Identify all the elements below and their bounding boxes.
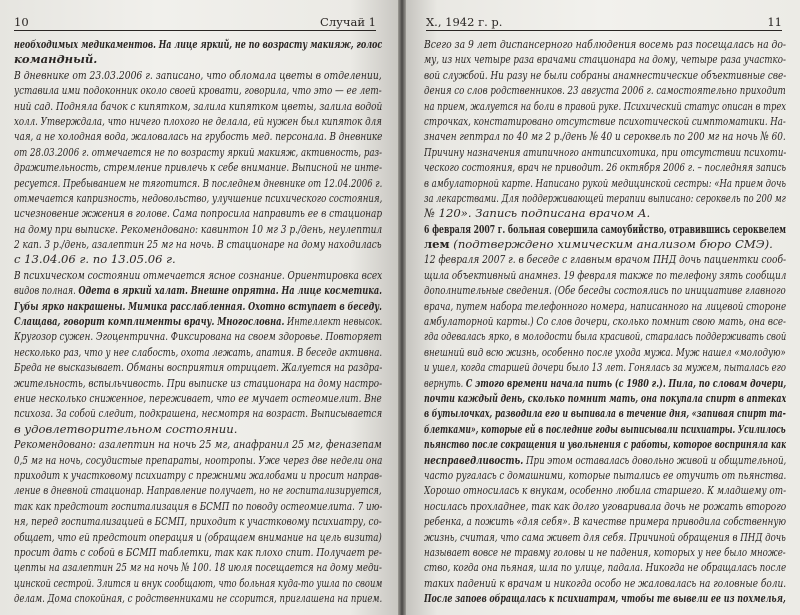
- text-line: [424, 114, 786, 129]
- text-line: [424, 391, 786, 406]
- text-line: [424, 83, 786, 98]
- text-line: [14, 483, 382, 498]
- text-run: несправедливость.: [424, 452, 524, 467]
- text-line: [424, 406, 786, 421]
- text-run: цепты на азалептин 25 мг на ночь № 100. 18 июля посещается на дому меди-: [14, 560, 382, 575]
- text-line: [424, 191, 786, 206]
- text-run: чая, а не холодная вода, жаловалась на грубость мед. персонала. В дневнике: [14, 129, 382, 144]
- text-line: [14, 329, 382, 344]
- text-line: [14, 376, 382, 391]
- text-line: [424, 376, 786, 391]
- text-run: В дневнике от 23.03.2006 г. записано, что обломала цветы в отделении,: [14, 67, 382, 82]
- text-line: [14, 499, 382, 514]
- text-run: амбулаторной карты.) Со слов дочери, сколько помнит свою мать, она все-: [424, 314, 786, 329]
- text-run: Одета в яркий халат. Внешне опрятна. На лице косметика.: [78, 283, 382, 298]
- text-line: [424, 52, 786, 67]
- text-run: командный.: [14, 52, 98, 67]
- text-run: отмечается капризность, недовольство, улучшение психического состояния,: [14, 190, 382, 205]
- text-line: [14, 160, 382, 175]
- text-line: [424, 37, 786, 52]
- text-line: [14, 237, 382, 252]
- text-line: [14, 391, 382, 406]
- text-run: Причину назначения атипичного антипсихотика, при отсутствии психоти-: [424, 144, 786, 159]
- text-run: психоза. За собой следит, подкрашена, несмотря на возраст. Выписывается: [14, 406, 382, 421]
- text-line: [14, 591, 382, 606]
- left-page-number: 10: [14, 15, 29, 29]
- text-run: 2 кап. 3 р./день, азалептин 25 мг на ночь. В стационаре на дому находилась: [14, 237, 382, 252]
- text-line: [14, 145, 382, 160]
- right-header: [426, 14, 782, 30]
- text-run: на дому при выписке. Рекомендовано: кавинтон 10 мг 3 р./день, неулептил: [14, 221, 382, 236]
- text-run: № 120». Запись подписана врачом А.: [424, 206, 651, 221]
- text-run: Кругозор сужен. Эгоцентрична. Фиксирована на своем здоровье. Повторяет: [14, 329, 382, 344]
- text-line: [424, 283, 786, 298]
- text-line: [424, 422, 786, 437]
- text-line: [424, 453, 786, 468]
- text-run: дражительность, стремление привлечь к себе внимание. Выписной не инте-: [14, 160, 382, 175]
- text-run: му, из них четыре раза врачами стационара на дому, четыре раза участко-: [424, 52, 786, 67]
- text-run: ний сад. Подняла бачок с кипятком, залила кипятком цветы, залила водой: [14, 98, 382, 113]
- text-line: [14, 453, 382, 468]
- text-line: [424, 437, 786, 452]
- text-run: ресуется. Пребыванием не тяготится. В последнем дневнике от 12.04.2006 г.: [14, 175, 382, 190]
- text-run: гда одевалась ярко, в молодости была красивой, старалась поддерживать свой: [424, 329, 786, 344]
- text-line: [14, 514, 382, 529]
- text-line: [14, 314, 382, 329]
- text-line: [14, 222, 382, 237]
- book-gutter: [398, 0, 406, 615]
- text-run: Рекомендовано: азалептин на ночь 25 мг, анафранил 25 мг, феназепам: [14, 437, 382, 452]
- text-line: [14, 560, 382, 575]
- text-line: [424, 545, 786, 560]
- text-run: за лекарствами. Для поддерживающей терапии выписано: сероквель по 200 мг: [424, 190, 786, 205]
- text-line: [14, 37, 382, 52]
- text-line: [14, 268, 382, 283]
- text-run: Хорошо относилась к внукам, особенно любила старшего. К младшему от-: [424, 483, 786, 498]
- text-run: вернуть.: [424, 375, 466, 390]
- text-line: [14, 83, 382, 98]
- text-line: [424, 530, 786, 545]
- text-run: исчезновение жжения в голове. Сама попросила направить ее в стационар: [14, 206, 382, 221]
- text-run: уставила ими подоконник около своей кровати, говорила, что это — ее лет-: [14, 83, 382, 98]
- text-run: цинской сестрой. Злится и внук сообщают, что больная куда-то ушла по своим: [14, 575, 382, 590]
- text-line: [424, 68, 786, 83]
- text-line: [424, 222, 786, 237]
- text-line: [14, 252, 382, 267]
- text-line: [424, 176, 786, 191]
- text-run: щила объективный анамнез. 19 февраля также по телефону зять сообщил: [424, 267, 786, 282]
- text-run: дополнительные сведения. (Обе беседы состоялись по инициативе главного: [424, 283, 786, 298]
- text-line: [424, 252, 786, 267]
- text-run: видов полная.: [14, 283, 79, 298]
- text-run: в бутылочках, разводила его и выпивала в течение дня, «запивая спирт та-: [424, 406, 786, 421]
- text-run: В психическом состоянии отмечается ясное сознание. Ориентировка всех: [14, 267, 382, 282]
- text-line: [424, 514, 786, 529]
- text-run: врача, путем набора телефонного номера, написанного на лицевой стороне: [424, 298, 786, 313]
- text-run: Всего за 9 лет диспансерного наблюдения восемь раз посещалась на до-: [424, 37, 786, 51]
- text-run: 0,5 мг на ночь, сосудистые препараты, ноотропы. Уже через две недели она: [14, 452, 382, 467]
- text-run: ческого состояния, врач не приводит. 26 октября 2006 г. – последняя запись: [424, 160, 786, 175]
- right-body-text: [424, 37, 786, 606]
- text-line: [424, 99, 786, 114]
- text-line: [14, 191, 382, 206]
- text-run: Слащава, говорит комплименты врачу. Многословна.: [14, 314, 285, 329]
- text-run: почти каждый день, сколько помнит мать, она покупала спирт в аптеках: [424, 390, 786, 405]
- text-run: и ушел, когда старшей дочери было 13 лет. Гонялась за мужем, пыталась его: [424, 360, 786, 375]
- text-run: строчках, констатировано отсутствие психотической симптоматики. На-: [424, 113, 786, 128]
- text-run: лем: [424, 237, 450, 252]
- text-run: на прием, жалуется на боли в правой руке. Психический статус описан в трех: [424, 98, 786, 113]
- text-line: [14, 206, 382, 221]
- left-running-head: Случай 1: [320, 15, 376, 29]
- text-run: пьянство после сокращения и увольнения с работы, которое восприняла как: [424, 437, 786, 452]
- text-line: [14, 345, 382, 360]
- text-line: [14, 68, 382, 83]
- text-line: [424, 483, 786, 498]
- text-run: ение несколько сниженное, переживает, что ее мучает остеомиелит. Вне: [14, 390, 382, 405]
- text-line: [424, 145, 786, 160]
- text-line: [424, 591, 786, 606]
- text-run: С этого времени начала пить (с 1980 г.). Пила, по словам дочери,: [465, 375, 786, 390]
- text-line: [424, 576, 786, 591]
- text-run: ребенка, а пожить «для себя». В качестве примера приводила собственную: [424, 514, 786, 529]
- left-body-text: [14, 37, 382, 606]
- text-run: делам. Дома спокойная, с родственниками не ссорится, приглашена на прием.: [14, 591, 382, 606]
- text-run: носилась прохладнее, так как долго уговаривала дочь не рожать второго: [424, 498, 786, 513]
- text-line: [14, 576, 382, 591]
- text-run: внешний вид всю жизнь, особенно после ухода мужа. Муж нашел «молодую»: [424, 344, 786, 359]
- text-run: часто ругалась с домашними, которые пытались ее отучить от пьянства.: [424, 467, 786, 482]
- text-line: [14, 360, 382, 375]
- right-page-number: 11: [767, 15, 782, 29]
- text-line: [424, 329, 786, 344]
- text-line: [14, 299, 382, 314]
- text-run: называет вовсе не травму головы и не падения, которых у нее было множе-: [424, 544, 786, 559]
- right-page: [406, 0, 800, 615]
- text-run: общает, что ей предстоит операция и (обращаем внимание на цель визита): [14, 529, 382, 544]
- text-run: ня, перед госпитализацией в БСМП, приходит к участковому психиатру, со-: [14, 514, 382, 529]
- text-run: вой службой. Ни разу не были собраны анамнестические объективные све-: [424, 67, 786, 82]
- text-line: [14, 52, 382, 67]
- text-run: После запоев обращалась к психиатрам, чтобы те вывели ее из похмелья,: [424, 591, 786, 606]
- left-header: [14, 14, 376, 30]
- text-run: таких падений к врачам и никогда особо не жаловалась на головные боли.: [424, 575, 786, 590]
- text-run: в удовлетворительном состоянии.: [14, 421, 238, 436]
- text-run: При этом оставалась довольно живой и общительной,: [523, 452, 786, 467]
- text-run: жизнь, считая, что сама живет для себя. Причиной обращения в ПНД дочь: [424, 529, 786, 544]
- text-run: холл. Утверждала, что ничего плохого не делала, ей нужен был кипяток для: [14, 113, 382, 128]
- text-run: так как предстоит госпитализация в БСМП по поводу остеомиелита. 7 ию-: [14, 498, 382, 513]
- text-run: (подтверждено химическим анализом бюро СМЭ).: [449, 237, 773, 252]
- text-run: дения со слов родственников. 23 августа 2006 г. самостоятельно приходит: [424, 83, 786, 98]
- text-run: в амбулаторной карте. Написано рукой медицинской сестры: «На прием дочь: [424, 175, 786, 190]
- left-header-rule: [14, 30, 376, 31]
- text-run: необходимых медикаментов. На лице яркий, не по возрасту макияж, голос: [14, 37, 382, 51]
- text-line: [424, 237, 786, 252]
- text-run: блетками», которые ей в последние годы выписывали психиатры. Усилилось: [424, 421, 786, 436]
- text-run: приходит к участковому психиатру с прежними жалобами и просит направ-: [14, 467, 382, 482]
- text-run: с 13.04.06 г. по 13.05.06 г.: [14, 252, 176, 267]
- text-run: просит дать с собой в БСМП таблетки, так как плохо спит. Получает ре-: [14, 544, 382, 559]
- text-run: значен гептрал по 40 мг 2 р./день № 40 и сероквель по 200 мг на ночь № 60.: [424, 129, 786, 144]
- text-line: [424, 345, 786, 360]
- text-run: 6 февраля 2007 г. больная совершила самоубийство, отравившись сероквелем: [424, 221, 786, 236]
- text-line: [14, 406, 382, 421]
- text-line: [424, 299, 786, 314]
- text-run: жительность, вспыльчивость. При выписке из стационара на дому настро-: [14, 375, 382, 390]
- text-line: [424, 468, 786, 483]
- text-run: несколько раз, что у нее слабость, охота лежать, апатия. В беседе активна.: [14, 344, 382, 359]
- text-line: [14, 545, 382, 560]
- text-line: [424, 314, 786, 329]
- text-line: [424, 499, 786, 514]
- text-run: Интеллект невысок.: [284, 314, 382, 329]
- text-line: [14, 99, 382, 114]
- text-run: ление в дневной стационар. Направление получает, но не госпитализируется,: [14, 483, 382, 498]
- text-line: [424, 268, 786, 283]
- text-line: [14, 530, 382, 545]
- text-run: от 28.03.2006 г. отмечается не по возрасту яркий макияж, активность, раз-: [14, 144, 382, 159]
- text-line: [424, 206, 786, 221]
- text-line: [14, 176, 382, 191]
- text-line: [14, 468, 382, 483]
- text-line: [14, 283, 382, 298]
- text-line: [424, 360, 786, 375]
- text-line: [14, 437, 382, 452]
- text-line: [14, 422, 382, 437]
- text-line: [424, 160, 786, 175]
- right-running-head: Х., 1942 г. р.: [426, 15, 503, 29]
- text-run: Губы ярко накрашены. Мимика расслабленная. Охотно вступает в беседу.: [14, 298, 382, 313]
- text-line: [424, 560, 786, 575]
- left-page: [0, 0, 398, 615]
- text-line: [14, 129, 382, 144]
- text-line: [14, 114, 382, 129]
- text-line: [424, 129, 786, 144]
- text-run: ство, когда она пьяная, шла по улице, падала. Никогда не обращалась после: [424, 560, 786, 575]
- text-run: Бреда не высказывает. Обманы восприятия отрицает. Жалуется на раздра-: [14, 360, 382, 375]
- right-header-rule: [426, 30, 782, 31]
- text-run: 12 февраля 2007 г. в беседе с главным врачом ПНД дочь пациентки сооб-: [424, 252, 786, 267]
